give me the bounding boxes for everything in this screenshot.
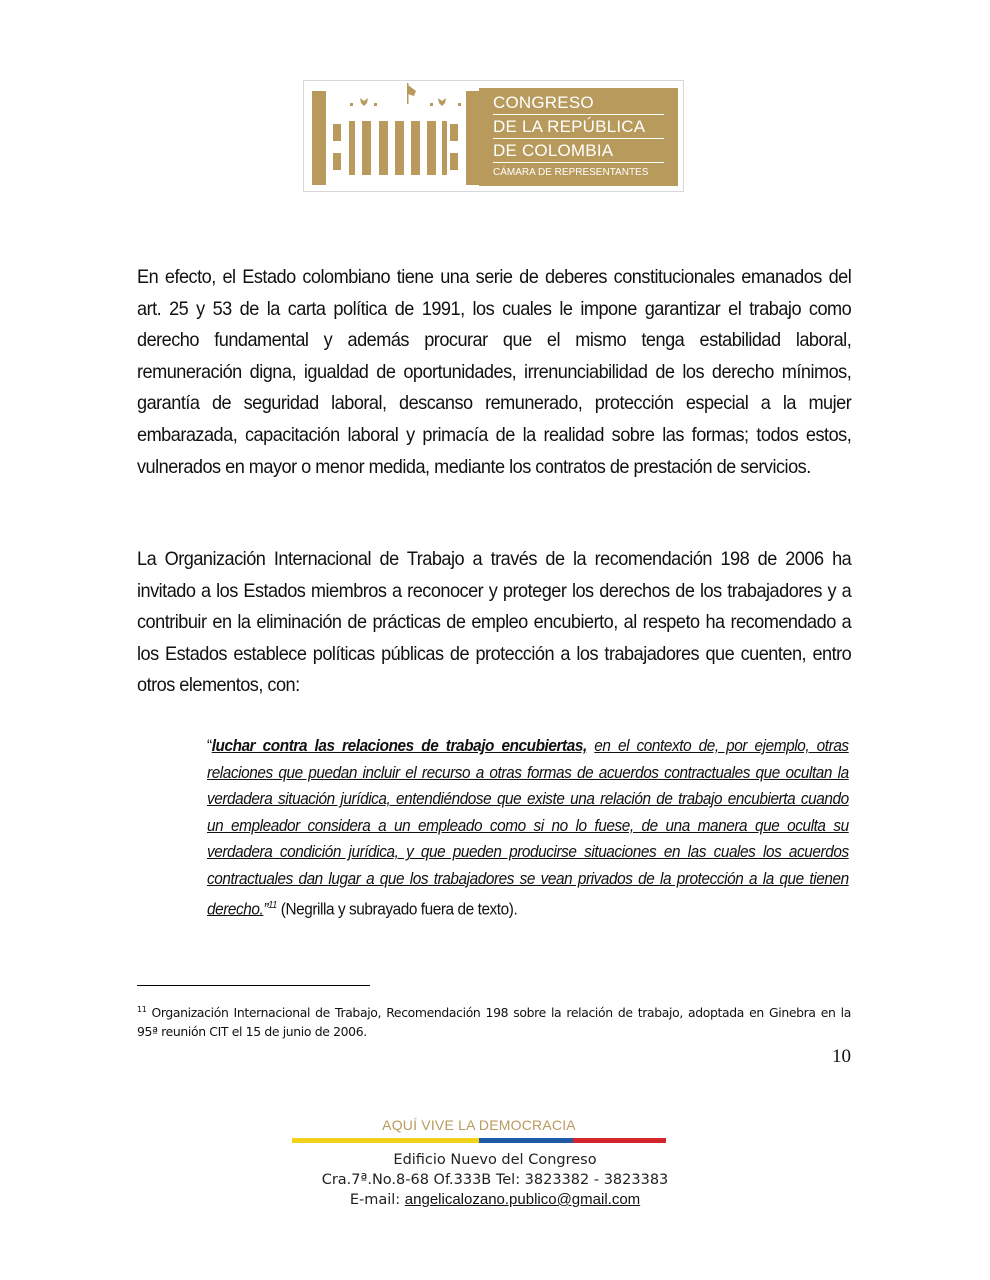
footnote-separator bbox=[137, 985, 370, 986]
logo-line-republica: DE LA REPÚBLICA bbox=[493, 117, 664, 139]
logo-subtitle: CÁMARA DE REPRESENTANTES bbox=[493, 167, 649, 178]
congress-logo bbox=[303, 80, 684, 192]
footer-contact bbox=[290, 1150, 700, 1210]
page-number: 10 bbox=[832, 1046, 851, 1067]
footnote-reference[interactable]: 11 bbox=[268, 899, 277, 911]
quote-italic-text: en el contexto de, por ejemplo, otras relaciones que puedan incluir el recurso a otras formas de acuerdos contractuales que ocultan la verdadera situación jurídica, entendiéndose que existe una relación de trabajo encubierta cuando un empleador considera a un empleado como si no lo fuese, de una manera que oculta su verdadera condición jurídica, y que pueden producirse situaciones en las cuales los acuerdos contractuales dan lugar a que los trabajadores se vean privados de la protección a la que tienen derecho. bbox=[207, 737, 849, 919]
footnote bbox=[137, 1000, 851, 1041]
paragraph-2: La Organización Internacional de Trabajo a través de la recomendación 198 de 2006 ha invitado a los Estados miembros a reconocer y proteger los derechos de los trabajadores y a contribuir en la eliminación de prácticas de empleo encubierto, al respeto ha recomendado a los Estados establece políticas públicas de protección a los trabajadores que cuenten, entro otros elementos, con: bbox=[137, 548, 852, 697]
paragraph-1: En efecto, el Estado colombiano tiene una serie de deberes constitucionales emanados del art. 25 y 53 de la carta política de 1991, los cuales le impone garantizar el trabajo como derecho fundamental y además procurar que el mismo tenga estabilidad laboral, remuneración digna, igualdad de oportunidades, irrenunciabilidad de los derecho mínimos, garantía de seguridad laboral, descanso remunerado, protección especial a la mujer embarazada, capacitación laboral y primacía de la realidad sobre las formas; todos estos, vulnerados en mayor o menor medida, mediante los contratos de prestación de servicios. bbox=[137, 266, 852, 478]
block-quote bbox=[207, 733, 849, 923]
quote-close-mark: ” bbox=[263, 900, 269, 919]
colombia-flag-bar bbox=[292, 1138, 666, 1143]
footer-address: Cra.7ª.No.8-68 Of.333B Tel: 3823382 - 3823383 bbox=[321, 1172, 669, 1188]
flag-blue-stripe bbox=[479, 1138, 573, 1143]
quote-note: (Negrilla y subrayado fuera de texto). bbox=[280, 900, 518, 919]
logo-wordmark bbox=[479, 88, 678, 186]
capitol-emblem-icon bbox=[312, 83, 480, 187]
logo-line-congreso: CONGRESO bbox=[493, 93, 664, 115]
footer-building: Edificio Nuevo del Congreso bbox=[393, 1152, 597, 1168]
flag-yellow-stripe bbox=[292, 1138, 479, 1143]
quote-open-mark: “ bbox=[207, 737, 212, 755]
flag-red-stripe bbox=[573, 1138, 667, 1143]
footer-slogan: AQUÍ VIVE LA DEMOCRACIA bbox=[382, 1117, 576, 1133]
quote-bold-text: luchar contra las relaciones de trabajo encubiertas, bbox=[211, 737, 587, 755]
email-link[interactable]: angelicalozano.publico@gmail.com bbox=[404, 1191, 641, 1208]
footer-email-line bbox=[290, 1190, 700, 1210]
footnote-text: Organización Internacional de Trabajo, Recomendación 198 sobre la relación de trabajo, adoptada en Ginebra en la 95ª reunión CIT el 15 de junio de 2006. bbox=[137, 1005, 851, 1039]
footnote-number: 11 bbox=[137, 1005, 147, 1014]
email-label: E-mail: bbox=[349, 1192, 405, 1208]
logo-line-colombia: DE COLOMBIA bbox=[493, 141, 664, 163]
